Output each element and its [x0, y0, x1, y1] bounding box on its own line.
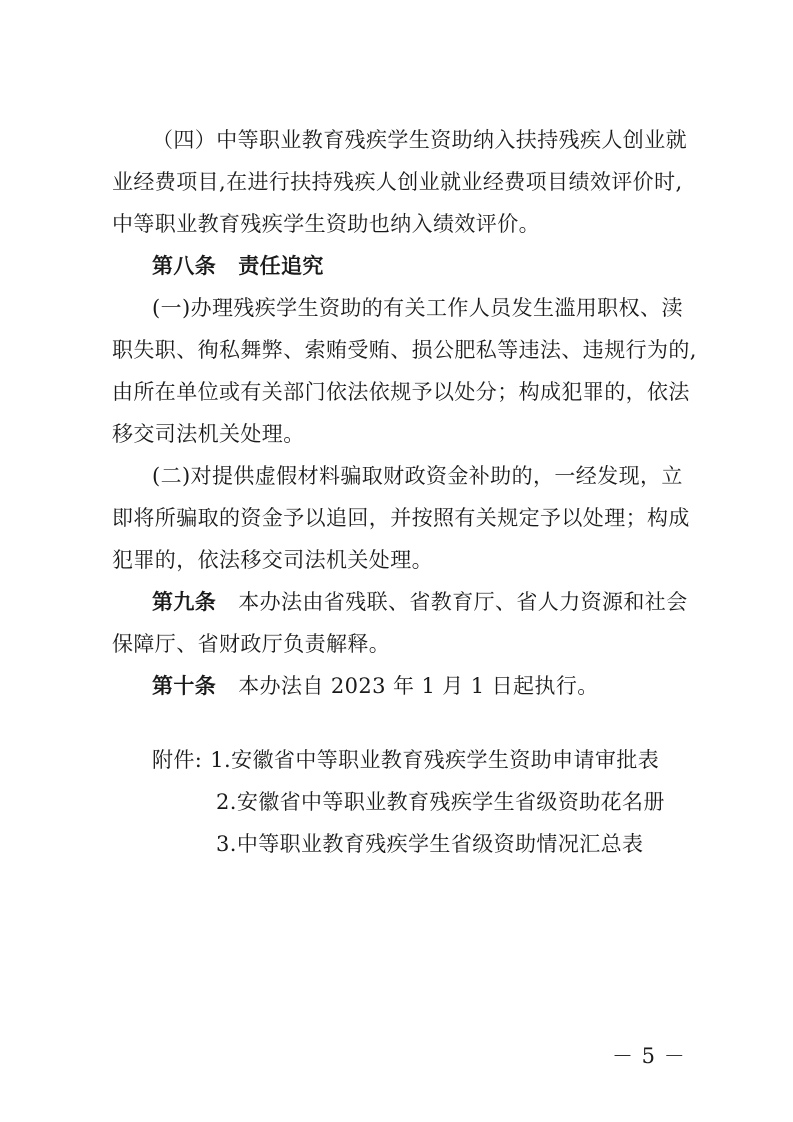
attachment-item: 1.安徽省中等职业教育残疾学生资助申请审批表 [210, 748, 660, 772]
attachment-item: 3.中等职业教育残疾学生省级资助情况汇总表 [216, 832, 644, 856]
article10-label: 第十条 [152, 674, 217, 698]
attachments-row-1 [152, 746, 732, 774]
article8-item1-line4: 移交司法机关处理。 [112, 422, 305, 446]
article10-text: 本办法自 2023 年 1 月 1 日起执行。 [238, 674, 599, 698]
article10-line [152, 672, 692, 700]
article9-line2: 保障厅、省财政厅负责解释。 [112, 632, 391, 656]
article8-item2-line3: 犯罪的，依法移交司法机关处理。 [112, 548, 433, 572]
article8-label: 第八条 [152, 254, 217, 278]
clause4-line1: （四）中等职业教育残疾学生资助纳入扶持残疾人创业就 [152, 128, 687, 152]
article8-heading [152, 252, 692, 280]
article9-line1 [152, 588, 692, 616]
article8-item1-line3: 由所在单位或有关部门依法依规予以处分；构成犯罪的，依法 [112, 380, 690, 404]
clause4-line3: 中等职业教育残疾学生资助也纳入绩效评价。 [112, 212, 540, 236]
article9-text: 本办法由省残联、省教育厅、省人力资源和社会 [238, 590, 688, 614]
attachment-item: 2.安徽省中等职业教育残疾学生省级资助花名册 [216, 790, 665, 814]
article8-item1-line2: 职失职、徇私舞弊、索贿受贿、损公肥私等违法、违规行为的, [112, 338, 697, 362]
page-number: － 5 － [612, 1044, 686, 1068]
article8-item2-line1: (二)对提供虚假材料骗取财政资金补助的，一经发现，立 [152, 464, 683, 488]
article8-item2-line2: 即将所骗取的资金予以追回，并按照有关规定予以处理；构成 [112, 506, 690, 530]
article8-title: 责任追究 [238, 254, 324, 278]
article8-item1-line1: (一)办理残疾学生资助的有关工作人员发生滥用职权、渎 [152, 296, 683, 320]
attachments-label: 附件: [152, 748, 203, 772]
clause4-line2: 业经费项目,在进行扶持残疾人创业就业经费项目绩效评价时, [112, 170, 683, 194]
article9-label: 第九条 [152, 590, 217, 614]
